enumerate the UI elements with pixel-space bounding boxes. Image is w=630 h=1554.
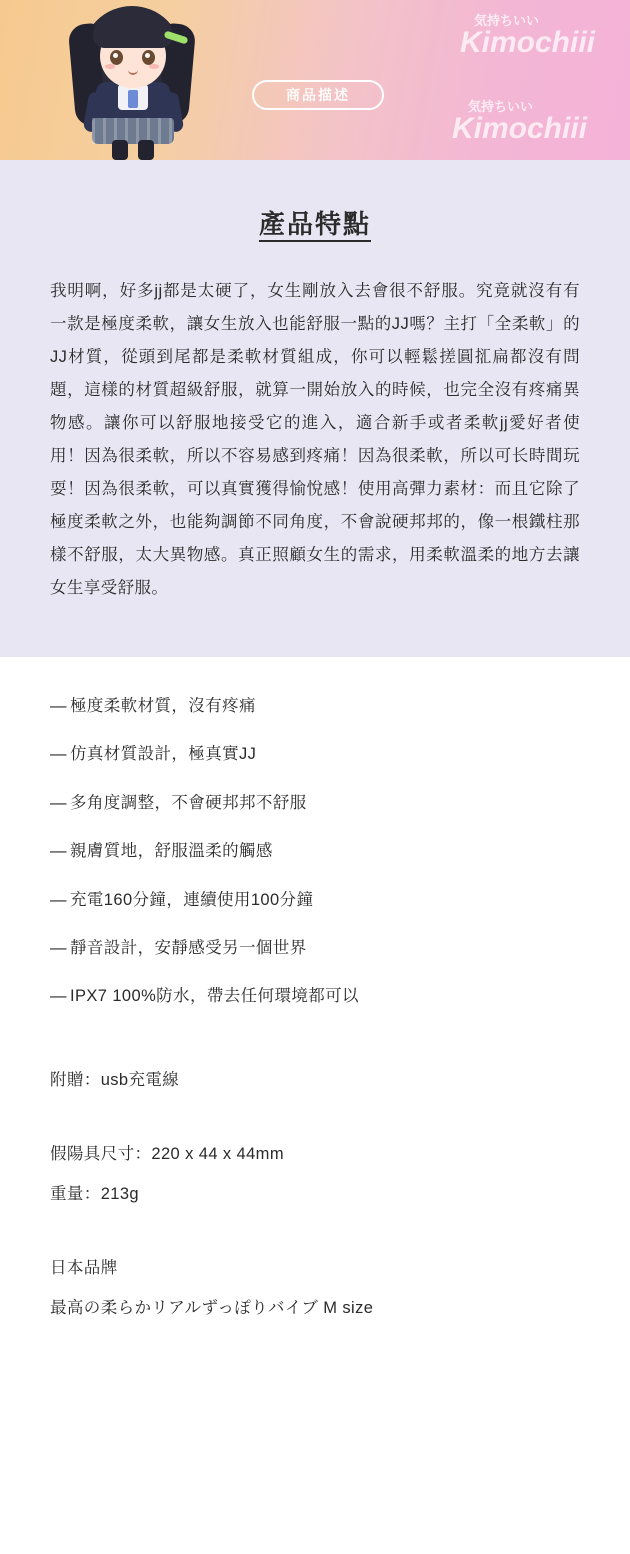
list-item (50, 935, 580, 961)
product-features-section (0, 160, 630, 657)
product-description-tag: 商品描述 (252, 80, 384, 110)
list-item (50, 790, 580, 816)
dimensions-line: 假陽具尺寸：220 x 44 x 44mm (50, 1144, 284, 1163)
dash-icon: — (50, 938, 67, 957)
dash-icon: — (50, 745, 67, 764)
product-features-body: 我明啊，好多jj都是太硬了，女生剛放入去會很不舒服。究竟就沒有有一款是極度柔軟，讓女生放入也能舒服一點的JJ嗎？主打「全柔軟」的JJ材質，從頭到尾都是柔軟材質組成，你可以輕鬆搓圓㧟扁都沒有問題，這樣的材質超級舒服，就算一開始放入的時候，也完全沒有疼痛異物感。讓你可以舒服地接受它的進入，適合新手或者柔軟jj愛好者使用！因為很柔軟，所以不容易感到疼痛！因為很柔軟，所以可长時間玩耍！因為很柔軟，可以真實獲得愉悅感！使用高彈力素材：而且它除了極度柔軟之外，也能夠調節不同角度，不會說硬邦邦的，像一根鐵柱那樣不舒服，太大異物感。真正照顧女生的需求，用柔軟溫柔的地方去讓女生享受舒服。 (50, 282, 580, 597)
list-item (50, 741, 580, 767)
product-spec-list (0, 657, 630, 1010)
watermark-text: Kimochiii (452, 112, 588, 145)
product-description-banner (0, 0, 630, 160)
list-item-label: 靜音設計，安靜感受另一個世界 (70, 938, 307, 957)
dash-icon: — (50, 987, 67, 1006)
list-item (50, 693, 580, 719)
dash-icon: — (50, 890, 67, 909)
anime-character-illustration (60, 0, 205, 160)
list-item (50, 838, 580, 864)
dash-icon: — (50, 793, 67, 812)
list-item-label: 多角度調整，不會硬邦邦不舒服 (70, 793, 307, 812)
list-item (50, 983, 580, 1009)
dash-icon: — (50, 842, 67, 861)
product-extra-info (0, 1032, 630, 1362)
list-item-label: 仿真材質設計，極真實JJ (70, 745, 257, 764)
accessory-line: 附贈：usb充電線 (50, 1070, 180, 1089)
brand-line: 日本品牌 (50, 1258, 118, 1277)
list-item-label: 極度柔軟材質，沒有疼痛 (70, 697, 256, 715)
watermark-text: 気持ちいい (468, 99, 534, 114)
watermark-text: Kimochiii (460, 26, 596, 59)
list-item-label: 親膚質地，舒服溫柔的觸感 (70, 842, 273, 861)
dash-icon: — (50, 697, 67, 715)
list-item-label: IPX7 100%防水，帶去任何環境都可以 (70, 987, 359, 1006)
list-item-label: 充電160分鐘，連續使用100分鐘 (70, 890, 314, 909)
watermark-text: 気持ちいい (474, 13, 540, 28)
product-name-jp: 最高の柔らかリアルずっぽりバイブ M size (50, 1298, 374, 1317)
list-item (50, 887, 580, 913)
weight-line: 重量：213g (50, 1184, 140, 1203)
product-features-title: 產品特點 (258, 209, 371, 239)
